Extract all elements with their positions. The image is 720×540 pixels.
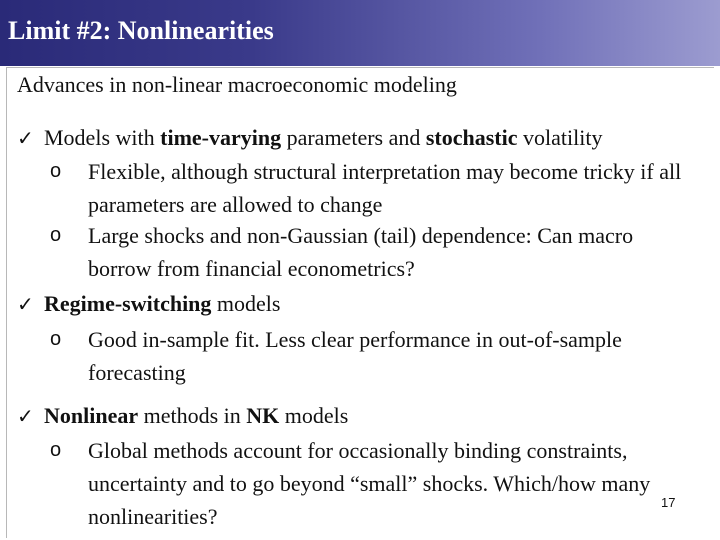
checkmark-icon: ✓ [17,126,34,150]
sub-bullet: o Good in-sample fit. Less clear performance in out-of-sample forecasting [50,323,690,389]
bullet-time-varying: ✓ Models with time-varying parameters and stochastic volatility [17,125,603,150]
sub-bullet: o Global methods account for occasionally binding constraints, uncertainty and to go beyond “small” shocks. Which/how many nonlinearities? [50,434,690,533]
circle-bullet-icon: o [50,224,62,246]
sub-bullet: o Large shocks and non-Gaussian (tail) dependence: Can macro borrow from financial econometrics? [50,219,690,285]
sub-bullet: o Flexible, although structural interpretation may become tricky if all parameters are allowed to change [50,155,690,221]
bullet-regime-switching: ✓ Regime-switching models [17,291,281,316]
intro-text: Advances in non-linear macroeconomic modeling [17,72,457,97]
circle-bullet-icon: o [50,160,62,182]
page-number: 17 [661,495,676,510]
title-bar [0,0,720,66]
checkmark-icon: ✓ [17,404,34,428]
checkmark-icon: ✓ [17,292,34,316]
circle-bullet-icon: o [50,439,62,461]
bullet-nonlinear: ✓ Nonlinear methods in NK models [17,403,349,428]
slide-title: Limit #2: Nonlinearities [8,16,274,45]
circle-bullet-icon: o [50,328,62,350]
